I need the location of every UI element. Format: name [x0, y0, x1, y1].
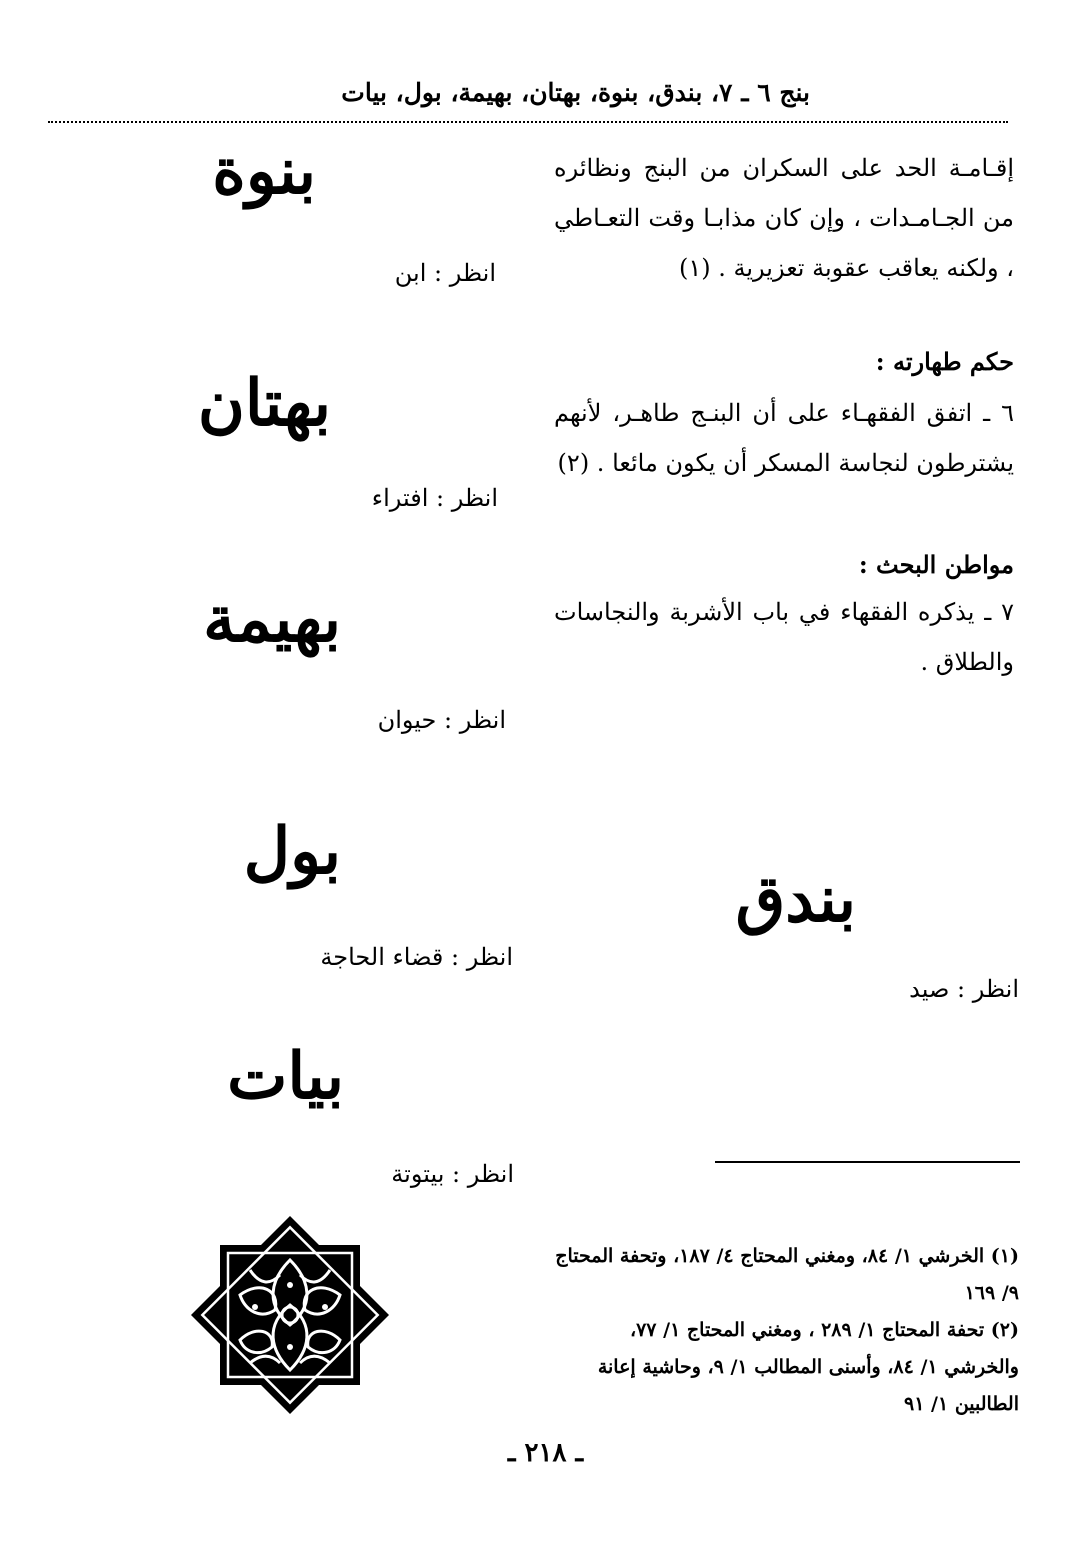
paragraph-places-of-research: ٧ ـ يذكره الفقهاء في باب الأشربة والنجاسات والطلاق . [554, 598, 1014, 676]
entry-title-bawl: بول [243, 814, 341, 889]
entry-see-bahima: انظر : حيوان [377, 706, 506, 734]
paragraph-punishment: إقـامـة الحد على السكران من البنج ونظائره من الجـامـدات ، وإن كان مذابـا وقت التعـاطي ، ولكنه يعاقب عقوبة تعزيرية . (١) [554, 154, 1014, 282]
entry-see-buhtan: انظر : افتراء [371, 484, 498, 512]
entry-title-bunuwwa: بنوة [212, 134, 316, 209]
arabesque-star-ornament-icon [190, 1215, 390, 1415]
running-header: بنج ٦ ـ ٧، بندق، بنوة، بهتان، بهيمة، بول، بيات [341, 78, 810, 107]
entry-title-bahima: بهيمة [203, 582, 341, 657]
entry-title-bayat: بيات [227, 1039, 344, 1114]
page-number: ـ ٢١٨ ـ [507, 1438, 584, 1468]
entry-title-buhtan: بهتان [197, 366, 331, 441]
footnote-2: (٢) تحفة المحتاج ١/ ٢٨٩ ، ومغني المحتاج ١/ ٧٧، والخرشي ١/ ٨٤، وأسنى المطالب ١/ ٩، وحاشية إعانة الطالبين ١/ ٩١ [597, 1319, 1019, 1415]
entry-see-bawl: انظر : قضاء الحاجة [320, 943, 513, 971]
footnote-divider [715, 1161, 1020, 1163]
entry-see-bunduq: انظر : صيد [909, 975, 1019, 1003]
heading-purity: حكم طهارته : [875, 347, 1014, 376]
entry-see-bayat: انظر : بيتوتة [391, 1160, 514, 1188]
footnote-1: (١) الخرشي ١/ ٨٤، ومغني المحتاج ٤/ ١٨٧، وتحفة المحتاج ٩/ ١٦٩ [555, 1245, 1019, 1304]
footnotes [549, 1238, 1019, 1423]
entry-title-bunduq: بندق [735, 862, 856, 937]
entry-see-bunuwwa: انظر : ابن [394, 259, 496, 287]
paragraph-purity: ٦ ـ اتفق الفقهـاء على أن البنـج طاهـر، لأنهم يشترطون لنجاسة المسكر أن يكون مائعا . (٢) [554, 399, 1014, 477]
header-divider [48, 121, 1008, 123]
heading-places-of-research: مواطن البحث : [858, 550, 1014, 579]
